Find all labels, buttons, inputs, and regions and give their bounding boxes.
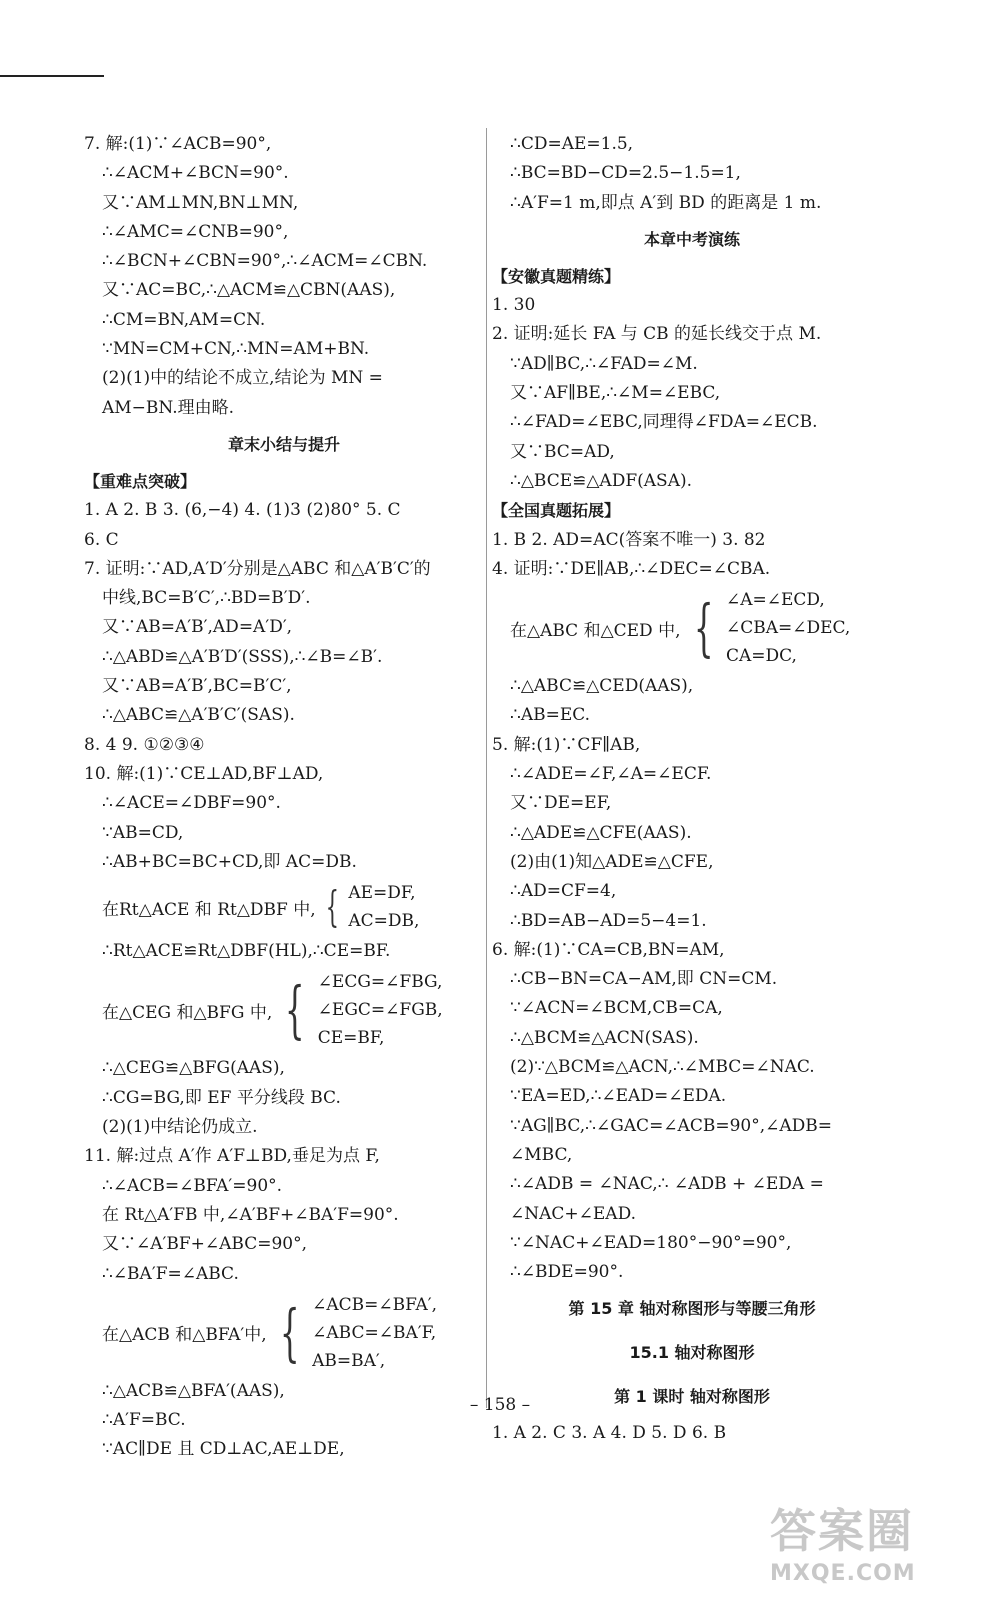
text-line: ∴AB=EC. — [510, 705, 591, 726]
text-line: ∴Rt△ACE≌Rt△DBF(HL),∴CE=BF. — [102, 941, 391, 962]
text-line: ∴∠BCN+∠CBN=90°,∴∠ACM=∠CBN. — [102, 251, 428, 272]
text-line: ∴∠ACB=∠BFA′=90°. — [102, 1175, 283, 1196]
text-line: ∴BD=AB−AD=5−4=1. — [510, 910, 707, 931]
text-line: 又∵AB=A′B′,AD=A′D′, — [102, 617, 293, 638]
equation-system — [84, 877, 484, 937]
column-divider — [486, 128, 487, 1408]
text-line: 又∵BC=AD, — [510, 441, 615, 462]
text-line: ∵EA=ED,∴∠EAD=∠EDA. — [510, 1086, 727, 1107]
text-line: ∴AB+BC=BC+CD,即 AC=DB. — [102, 851, 357, 872]
text-line: ∴∠ADE=∠F,∠A=∠ECF. — [510, 764, 712, 785]
text-line: ∴∠ACE=∠DBF=90°. — [102, 793, 281, 814]
text-line: ∴∠BA′F=∠ABC. — [102, 1263, 239, 1284]
equation-system — [84, 1289, 484, 1377]
text-line: (2)(1)中结论仍成立. — [102, 1117, 258, 1138]
text-line: 又∵AF∥BE,∴∠M=∠EBC, — [510, 383, 721, 404]
system-prefix: 在△ACB 和△BFA′中, — [102, 1325, 267, 1346]
system-equation: AE=DF, — [348, 883, 416, 904]
text-line: 中线,BC=B′C′,∴BD=B′D′. — [102, 588, 311, 609]
header-rule — [0, 75, 104, 77]
text-line: 4. 证明:∵DE∥AB,∴∠DEC=∠CBA. — [492, 558, 771, 579]
text-line: 6. C — [84, 529, 119, 550]
text-line: ∴∠ADB = ∠NAC,∴ ∠ADB + ∠EDA = — [510, 1174, 824, 1195]
text-line: ∴△ABD≌△A′B′D′(SSS),∴∠B=∠B′. — [102, 646, 383, 667]
text-line: ∴A′F=1 m,即点 A′到 BD 的距离是 1 m. — [510, 192, 822, 213]
system-equation: ∠CBA=∠DEC, — [725, 618, 851, 639]
system-equation: ∠A=∠ECD, — [725, 590, 825, 611]
text-line: 1. B 2. AD=AC(答案不唯一) 3. 82 — [492, 529, 766, 550]
system-prefix: 在△CEG 和△BFG 中, — [102, 1002, 273, 1023]
brace-symbol: { — [325, 882, 339, 932]
text-line: 1. A 2. B 3. (6,−4) 4. (1)3 (2)80° 5. C — [84, 500, 401, 521]
system-equations — [312, 1291, 437, 1375]
text-line: 1. A 2. C 3. A 4. D 5. D 6. B — [492, 1423, 727, 1444]
text-line: ∵AB=CD, — [102, 822, 184, 843]
text-line: ∴∠FAD=∠EBC,同理得∠FDA=∠ECB. — [510, 412, 818, 433]
system-equations — [318, 968, 443, 1052]
system-equation: ∠ABC=∠BA′F, — [312, 1322, 437, 1343]
brace-symbol: { — [285, 973, 305, 1047]
section-heading: 15.1 轴对称图形 — [629, 1343, 755, 1363]
text-line: 又∵AB=A′B′,BC=B′C′, — [102, 676, 292, 697]
text-line: 又∵AM⊥MN,BN⊥MN, — [102, 192, 299, 213]
text-line: ∴△BCM≌△ACN(SAS). — [510, 1027, 699, 1048]
system-equation: AB=BA′, — [312, 1350, 386, 1371]
text-line: ∴△ADE≌△CFE(AAS). — [510, 822, 692, 843]
watermark-logo — [770, 1495, 970, 1590]
text-line: ∵AD∥BC,∴∠FAD=∠M. — [510, 353, 698, 374]
text-line: ∴BC=BD−CD=2.5−1.5=1, — [510, 163, 741, 184]
text-line: 5. 解:(1)∵CF∥AB, — [492, 734, 641, 755]
system-equation: CA=DC, — [725, 646, 797, 667]
text-line: ∵MN=CM+CN,∴MN=AM+BN. — [102, 339, 370, 360]
subsection-label: 【全国真题拓展】 — [492, 501, 621, 521]
page-number: – 158 – — [469, 1395, 531, 1415]
text-line: 又∵∠A′BF+∠ABC=90°, — [102, 1234, 308, 1255]
system-equations — [726, 586, 850, 670]
system-equation: ∠ACB=∠BFA′, — [312, 1294, 438, 1315]
text-line: 11. 解:过点 A′作 A′F⊥BD,垂足为点 F, — [84, 1146, 380, 1167]
text-line: ∴CG=BG,即 EF 平分线段 BC. — [102, 1087, 341, 1108]
text-line: ∵AC∥DE 且 CD⊥AC,AE⊥DE, — [102, 1439, 345, 1460]
text-line: ∵∠ACN=∠BCM,CB=CA, — [510, 998, 723, 1019]
text-line: 2. 证明:延长 FA 与 CB 的延长线交于点 M. — [492, 324, 822, 345]
text-line: ∴AD=CF=4, — [510, 881, 617, 902]
text-line: ∴△ABC≌△A′B′C′(SAS). — [102, 705, 295, 726]
text-line: 1. 30 — [492, 295, 536, 316]
subsection-label: 【安徽真题精练】 — [492, 266, 621, 286]
text-line: ∴CD=AE=1.5, — [510, 134, 634, 154]
equation-system — [84, 966, 484, 1054]
system-equation: CE=BF, — [317, 1028, 385, 1049]
section-heading: 章末小结与提升 — [227, 434, 340, 454]
section-heading: 本章中考演练 — [643, 229, 740, 249]
right-column — [492, 130, 892, 1449]
text-line: 又∵AC=BC,∴△ACM≌△CBN(AAS), — [102, 280, 396, 301]
text-line: ∴∠AMC=∠CNB=90°, — [102, 221, 289, 242]
text-line: 8. 4 9. ①②③④ — [84, 734, 205, 755]
brace-symbol: { — [693, 591, 714, 665]
text-line: ∴△BCE≌△ADF(ASA). — [510, 470, 693, 491]
text-line: ∵∠NAC+∠EAD=180°−90°=90°, — [510, 1232, 792, 1253]
text-line: ∴CM=BN,AM=CN. — [102, 309, 266, 330]
subsection-label: 【重难点突破】 — [84, 471, 197, 491]
text-line: ∴∠ACM+∠BCN=90°. — [102, 163, 289, 184]
text-line: 7. 解:(1)∵∠ACB=90°, — [84, 134, 272, 154]
text-line: ∴△ABC≌△CED(AAS), — [510, 676, 694, 697]
text-line: ∵AG∥BC,∴∠GAC=∠ACB=90°,∠ADB= — [510, 1115, 832, 1136]
system-prefix: 在△ABC 和△CED 中, — [510, 620, 681, 641]
brace-symbol: { — [279, 1295, 300, 1369]
text-line: ∴A′F=BC. — [102, 1410, 186, 1431]
text-line: 6. 解:(1)∵CA=CB,BN=AM, — [492, 939, 725, 960]
text-line: ∴△ACB≌△BFA′(AAS), — [102, 1380, 285, 1401]
system-equation: ∠ECG=∠FBG, — [317, 972, 443, 993]
text-line: 10. 解:(1)∵CE⊥AD,BF⊥AD, — [84, 763, 324, 784]
text-line: (2)由(1)知△ADE≌△CFE, — [510, 851, 714, 872]
watermark-big: 答案圈 — [770, 1504, 914, 1558]
text-line: ∠NAC+∠EAD. — [510, 1203, 637, 1224]
text-line: ∴∠BDE=90°. — [510, 1262, 624, 1283]
text-line: 又∵DE=EF, — [510, 793, 612, 814]
system-prefix: 在Rt△ACE 和 Rt△DBF 中, — [102, 899, 316, 920]
equation-system — [492, 584, 892, 672]
left-column — [84, 130, 484, 1465]
text-line: (2)(1)中的结论不成立,结论为 MN = — [102, 368, 383, 389]
text-line: 在 Rt△A′FB 中,∠A′BF+∠BA′F=90°. — [102, 1204, 399, 1225]
system-equation: ∠EGC=∠FGB, — [317, 1000, 443, 1021]
text-line: ∴CB−BN=CA−AM,即 CN=CM. — [510, 969, 778, 990]
text-line: (2)∵△BCM≌△ACN,∴∠MBC=∠NAC. — [510, 1057, 815, 1078]
section-heading: 第 15 章 轴对称图形与等腰三角形 — [568, 1299, 816, 1319]
text-line: 7. 证明:∵AD,A′D′分别是△ABC 和△A′B′C′的 — [84, 558, 431, 579]
text-line: ∴△CEG≌△BFG(AAS), — [102, 1058, 285, 1079]
watermark-small: MXQE.COM — [770, 1561, 916, 1586]
text-line: AM−BN.理由略. — [102, 397, 235, 418]
system-equations — [348, 879, 419, 935]
text-line: ∠MBC, — [510, 1144, 573, 1165]
system-equation: AC=DB, — [348, 911, 420, 932]
section-heading: 第 1 课时 轴对称图形 — [614, 1387, 770, 1407]
